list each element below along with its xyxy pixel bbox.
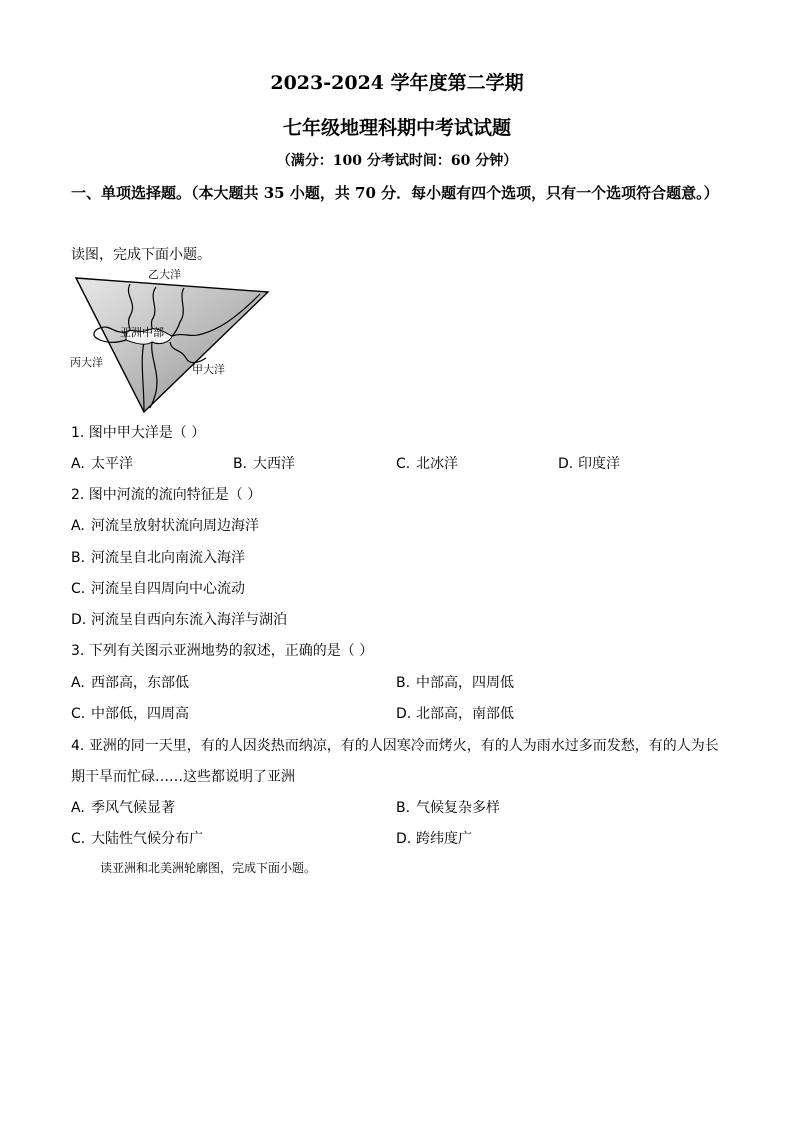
question-2-option-b[interactable]: B. 河流呈自北向南流入海洋: [71, 550, 245, 566]
question-1-option-d[interactable]: D. 印度洋: [558, 456, 620, 472]
exam-subtitle: （满分：100 分考试时间：60 分钟）: [276, 153, 518, 169]
question-4-stem-line2: 期干旱而忙碌……这些都说明了亚洲: [71, 769, 295, 785]
exam-title-year: 2023-2024 学年度第二学期: [270, 72, 524, 94]
label-ocean-bing: 丙大洋: [70, 356, 103, 369]
question-1-option-a[interactable]: A. 太平洋: [71, 456, 133, 472]
label-asia-center: 亚洲中部: [120, 326, 164, 339]
question-2-option-d[interactable]: D. 河流呈自西向东流入海洋与湖泊: [71, 612, 287, 628]
question-1-option-c[interactable]: C. 北冰洋: [396, 456, 458, 472]
exam-title-subject: 七年级地理科期中考试试题: [282, 117, 511, 139]
question-4-option-c[interactable]: C. 大陆性气候分布广: [71, 831, 203, 847]
question-3-stem: 3. 下列有关图示亚洲地势的叙述，正确的是（ ）: [71, 643, 374, 659]
asia-rivers-map: [60, 262, 280, 417]
question-1-stem: 1. 图中甲大洋是（ ）: [71, 425, 206, 441]
question-1-option-b[interactable]: B. 大西洋: [233, 456, 295, 472]
question-2-option-c[interactable]: C. 河流呈自四周向中心流动: [71, 581, 245, 597]
intro-text: 读图，完成下面小题。: [71, 247, 211, 263]
question-3-option-b[interactable]: B. 中部高，四周低: [396, 675, 514, 691]
question-4-option-b[interactable]: B. 气候复杂多样: [396, 800, 500, 816]
question-4-option-d[interactable]: D. 跨纬度广: [396, 831, 472, 847]
question-2-stem: 2. 图中河流的流向特征是（ ）: [71, 487, 262, 503]
label-ocean-jia: 甲大洋: [192, 363, 225, 376]
question-3-option-c[interactable]: C. 中部低，四周高: [71, 706, 189, 722]
asia-triangle-shape: [76, 278, 268, 412]
section-heading: 一、单项选择题。（本大题共 35 小题，共 70 分．每小题有四个选项，只有一个选项符合题意。）: [71, 184, 719, 202]
question-4-option-a[interactable]: A. 季风气候显著: [71, 800, 175, 816]
question-3-option-a[interactable]: A. 西部高，东部低: [71, 675, 189, 691]
question-2-option-a[interactable]: A. 河流呈放射状流向周边海洋: [71, 518, 259, 534]
next-section-instruction: 读亚洲和北美洲轮廓图，完成下面小题。: [100, 861, 317, 875]
question-4-stem-line1: 4. 亚洲的同一天里，有的人因炎热而纳凉，有的人因寒冷而烤火，有的人为雨水过多而发愁，有的人为长: [71, 738, 719, 754]
question-3-option-d[interactable]: D. 北部高，南部低: [396, 706, 514, 722]
label-ocean-yi: 乙大洋: [148, 268, 181, 281]
